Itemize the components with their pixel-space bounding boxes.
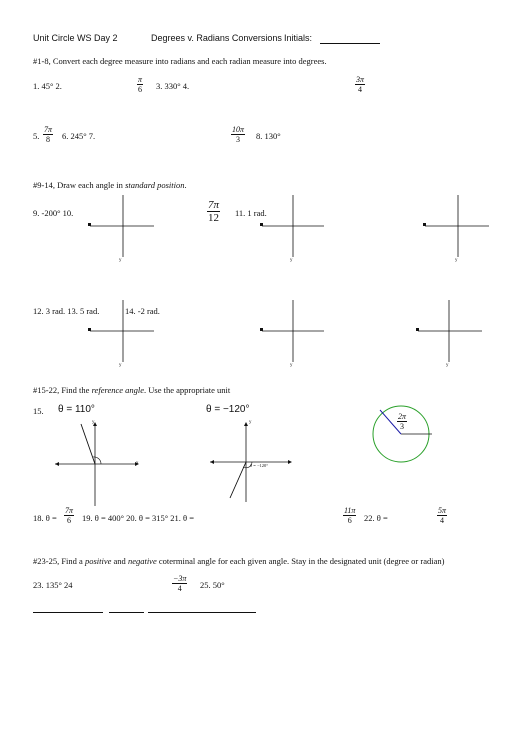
section4-instructions: [33, 556, 444, 566]
instr-text: .: [184, 180, 187, 190]
denominator: 6: [347, 516, 352, 525]
y-axis-label: y: [455, 258, 458, 263]
numerator: 10π: [232, 125, 245, 134]
answer-blank-25[interactable]: [148, 612, 256, 613]
instr-text: #23-25, Find a: [33, 556, 85, 566]
numerator: −3π: [173, 574, 187, 583]
worksheet-subtitle: Degrees v. Radians Conversions: [151, 33, 282, 43]
numerator: 3π: [356, 75, 365, 84]
instr-emphasis: positive: [84, 556, 112, 566]
answer-blank-23[interactable]: [33, 612, 103, 613]
axes-12[interactable]: [90, 300, 160, 370]
axes-10[interactable]: [262, 195, 332, 265]
axes-11[interactable]: [425, 195, 495, 265]
instr-emphasis: negative: [127, 556, 157, 566]
instr-emphasis: reference angle: [91, 385, 145, 395]
problem-10-fraction: [207, 199, 220, 224]
axes-9[interactable]: [90, 195, 160, 265]
instr-text: . Use the appropriate unit: [144, 385, 231, 395]
numerator: 2π: [398, 412, 407, 421]
problem-22-label: 22. θ =: [364, 513, 388, 523]
denominator: 8: [46, 135, 50, 144]
y-axis-label: y: [290, 258, 293, 263]
problem-18-label: 18. θ =: [33, 513, 57, 523]
numerator: 7π: [44, 125, 53, 134]
denominator: 3: [236, 135, 240, 144]
instr-emphasis: standard position: [125, 180, 185, 190]
problem-23-24: 23. 135° 24: [33, 580, 73, 590]
problem-22-fraction: [437, 506, 447, 525]
y-axis-label: y: [290, 363, 293, 368]
denominator: 4: [177, 584, 182, 593]
axes-13[interactable]: [262, 300, 332, 370]
denominator: 4: [358, 85, 362, 94]
problem-7-fraction: [231, 125, 245, 144]
worksheet-title: Unit Circle WS Day 2: [33, 33, 118, 43]
answer-blank-24[interactable]: [109, 612, 144, 613]
instr-text: #15-22, Find the: [33, 385, 92, 395]
problem-1-2: 1. 45° 2.: [33, 81, 62, 91]
problem-19-21: 19. θ = 400° 20. θ = 315° 21. θ =: [82, 513, 195, 523]
y-axis-label: y: [249, 420, 252, 425]
problem-16-small-label: θ = −120°: [250, 463, 269, 468]
section1-instructions: #1-8, Convert each degree measure into radians and each radian measure into degrees.: [33, 56, 327, 66]
y-axis-label: y: [119, 363, 122, 368]
denominator: 6: [138, 85, 142, 94]
section3-instructions: [33, 385, 230, 395]
denominator: 3: [400, 422, 404, 431]
y-axis-label: y: [446, 363, 449, 368]
y-axis-label: y: [92, 420, 95, 425]
numerator: π: [138, 75, 143, 84]
instr-text: coterminal angle for each given angle. Stay in the designated unit (degree or radian): [156, 556, 445, 566]
problem-14: 14. -2 rad.: [125, 306, 160, 316]
section2-instructions: [33, 180, 187, 190]
problem-2-fraction: [137, 75, 143, 94]
problem-4-fraction: [355, 75, 365, 94]
problem-5-fraction: [43, 125, 53, 144]
problem-6-7: 6. 245° 7.: [62, 131, 96, 141]
x-axis-label: x: [136, 461, 139, 466]
problem-16-angle: θ = −120°: [206, 404, 250, 415]
problem-15-label: 15.: [33, 406, 44, 416]
problem-15-angle: θ = 110°: [58, 404, 95, 415]
problem-9-10: 9. -200° 10.: [33, 208, 74, 218]
diagram-15: [55, 418, 145, 508]
problem-18-fraction: [64, 506, 74, 525]
instr-text: and: [111, 556, 128, 566]
numerator: 7π: [208, 199, 220, 211]
problem-3-4: 3. 330° 4.: [156, 81, 190, 91]
denominator: 12: [208, 212, 219, 224]
problem-5-label: 5.: [33, 131, 40, 141]
initials-blank[interactable]: [320, 43, 380, 44]
problem-24-fraction: [172, 574, 187, 593]
problem-12-13: 12. 3 rad. 13. 5 rad.: [33, 306, 100, 316]
denominator: 4: [440, 516, 444, 525]
problem-8: 8. 130°: [256, 131, 281, 141]
numerator: 5π: [438, 506, 447, 515]
instr-text: #9-14, Draw each angle in: [33, 180, 126, 190]
numerator: 7π: [65, 506, 74, 515]
denominator: 6: [67, 516, 71, 525]
axes-14[interactable]: [418, 300, 488, 370]
problem-17-fraction: [397, 412, 407, 431]
y-axis-label: y: [119, 258, 122, 263]
initials-label: Initials:: [284, 33, 313, 43]
numerator: 11π: [344, 506, 356, 515]
problem-11: 11. 1 rad.: [235, 208, 267, 218]
problem-25: 25. 50°: [200, 580, 225, 590]
problem-21-fraction: [343, 506, 356, 525]
